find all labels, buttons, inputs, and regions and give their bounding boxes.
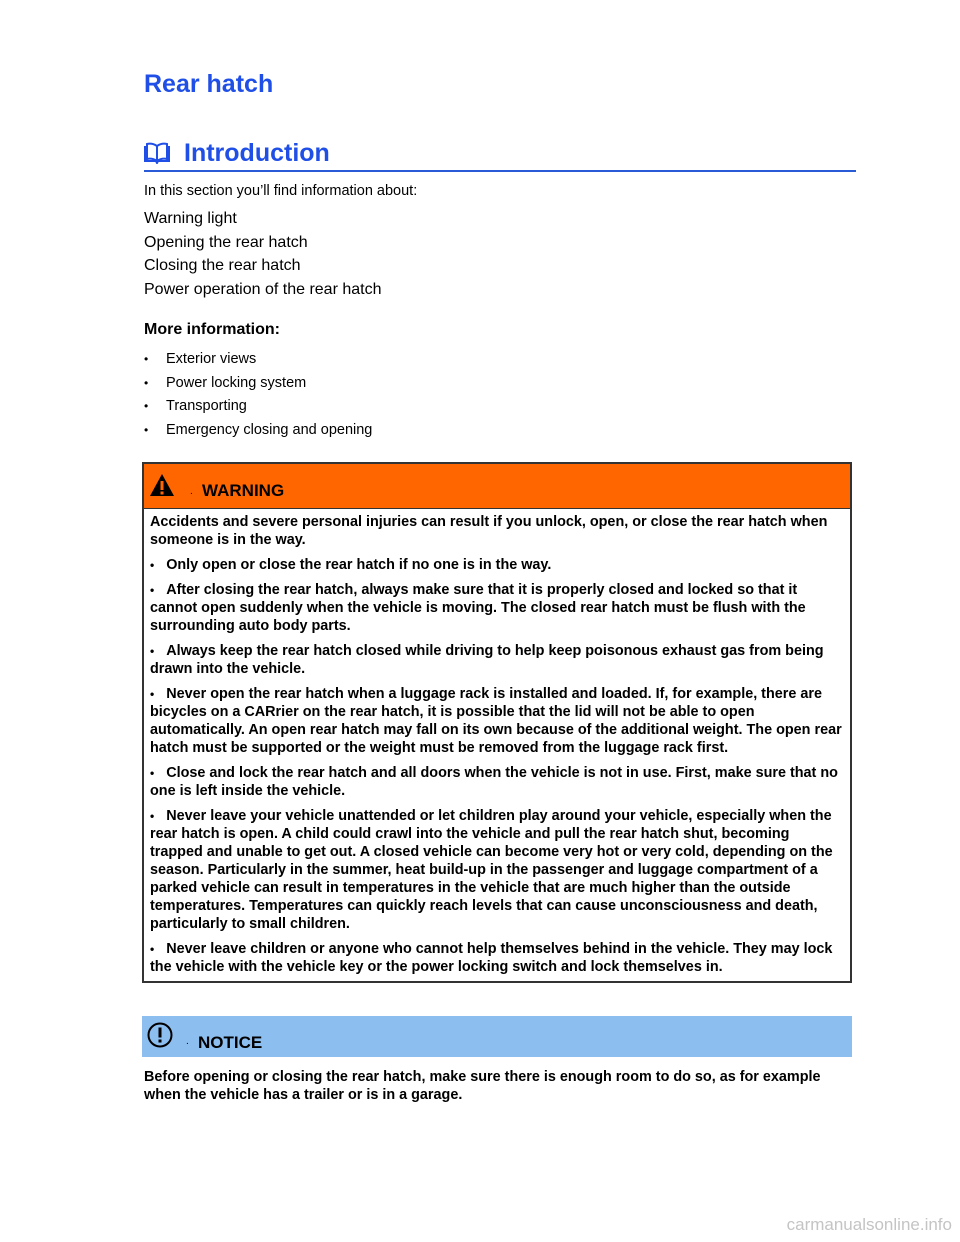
topic-link[interactable]: Power operation of the rear hatch (144, 280, 382, 298)
more-info-label: Emergency closing and opening (166, 421, 373, 438)
intro-subtitle: In this section you’ll find information about: (144, 183, 418, 199)
warning-item (150, 556, 846, 574)
page-title: Rear hatch (144, 70, 274, 98)
exclamation-circle-icon (147, 1022, 173, 1048)
warning-item-text: Never leave your vehicle unattended or let children play around your vehicle, especially when the rear hatch is open. A child could crawl into the vehicle and pull the rear hatch shut, becoming trapped and unable to get out. A closed vehicle can become very hot or very cold, depending on the season. Particularly in the summer, heat build-up in the passenger and luggage compartment of a parked vehicle can result in temperatures in the vehicle that are much higher than the outside temperatures. Temperatures can quickly reach levels that can cause unconsciousness and death, particularly to small children. (150, 808, 833, 932)
warning-title: WARNING (202, 481, 285, 500)
warning-item-text: Close and lock the rear hatch and all doors when the vehicle is not in use. First, make sure that no one is left inside the vehicle. (150, 765, 838, 799)
warning-triangle-icon (149, 473, 175, 497)
warning-item-text: Only open or close the rear hatch if no one is in the way. (166, 557, 552, 573)
section-heading (144, 136, 856, 172)
warning-item (150, 581, 846, 635)
notice-title: NOTICE (198, 1033, 263, 1052)
bullet: • (144, 352, 149, 366)
more-info-item[interactable] (144, 419, 372, 443)
bullet: • (150, 942, 155, 956)
more-info-label: Exterior views (166, 351, 257, 367)
warning-item-text: Never open the rear hatch when a luggage rack is installed and loaded. If, for example, there are bicycles on a CARrier on the rear hatch, it is possible that the lid will not be able to open automatically. An open rear hatch may fall on its own because of the additional weight. The open rear hatch must be supported or the weight must be removed from the luggage rack first. (150, 686, 842, 756)
watermark: carmanualsonline.info (786, 1215, 952, 1234)
more-info-item[interactable] (144, 395, 372, 419)
warning-item-text: Always keep the rear hatch closed while driving to help keep poisonous exhaust gas from being drawn into the vehicle. (150, 643, 824, 677)
topic-link[interactable]: Closing the rear hatch (144, 257, 301, 274)
more-info-item[interactable] (144, 348, 372, 372)
notice-text: Before opening or closing the rear hatch, make sure there is enough room to do so, as for example when the vehicle has a trailer or is in a garage. (144, 1069, 821, 1103)
section-title: Introduction (184, 138, 330, 167)
topic-link[interactable]: Warning light (144, 210, 237, 227)
book-icon (144, 142, 170, 164)
more-info-item[interactable] (144, 372, 372, 396)
bullet: • (150, 644, 155, 658)
more-info-label: Transporting (166, 398, 247, 414)
bullet: • (150, 583, 155, 597)
warning-item-text: Never leave children or anyone who cannot help themselves behind in the vehicle. They may lock the vehicle with the vehicle key or the power locking switch and lock themselves in. (150, 941, 833, 975)
warning-item (150, 685, 846, 757)
bullet: • (144, 422, 149, 437)
warning-header (144, 464, 850, 509)
topic-link[interactable]: Opening the rear hatch (144, 233, 308, 251)
warning-item (150, 764, 846, 800)
bullet: • (144, 375, 149, 390)
warning-item (150, 642, 846, 678)
bullet: • (150, 809, 155, 823)
bullet: • (144, 399, 149, 413)
notice-header (142, 1016, 852, 1057)
more-info-label: Power locking system (166, 374, 307, 391)
bullet: • (150, 766, 155, 780)
bullet: • (150, 558, 155, 572)
warning-box (142, 462, 852, 983)
more-info-heading: More information: (144, 321, 280, 338)
warning-intro: Accidents and severe personal injuries can result if you unlock, open, or close the rear hatch when someone is in the way. (150, 514, 828, 548)
warning-item (150, 940, 846, 976)
bullet: • (150, 687, 155, 701)
topic-list (144, 208, 381, 302)
more-info-list (144, 348, 372, 442)
warning-marker: . (190, 486, 193, 497)
warning-body (144, 509, 850, 976)
notice-marker: . (186, 1036, 189, 1047)
warning-item (150, 807, 846, 933)
warning-item-text: After closing the rear hatch, always make sure that it is properly closed and locked so that it cannot open suddenly when the vehicle is moving. The closed rear hatch must be flush with the surrounding auto body parts. (150, 582, 806, 634)
